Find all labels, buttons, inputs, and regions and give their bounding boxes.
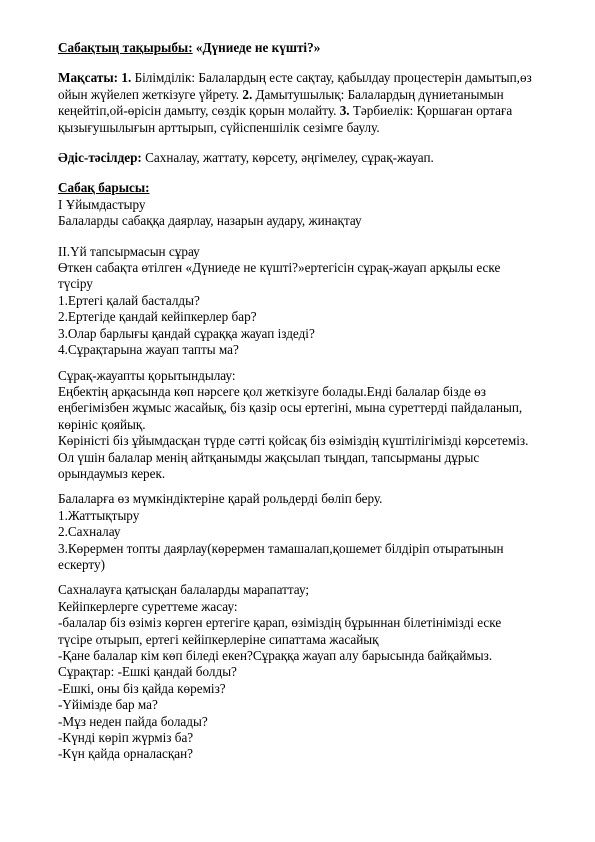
goal-number-2: 2. bbox=[242, 86, 253, 102]
summary-title: Сұрақ-жауапты қорытындылау: bbox=[58, 367, 236, 383]
methods-value: Сахналау, жаттату, көрсету, әңгімелеу, сұрақ-жауап. bbox=[145, 150, 434, 166]
awards-line: -балалар біз өзіміз көрген ертегіге қарап, өзіміздің бұрыннан білетінімізді еске bbox=[58, 615, 502, 631]
awards-line: Сұрақтар: -Ешкі қандай болды? bbox=[58, 664, 237, 680]
section-2-intro-line-1: Өткен сабақта өтілген «Дүниеде не күшті?»ертегісін сұрақ-жауап арқылы еске bbox=[58, 260, 501, 276]
lesson-title bbox=[58, 40, 548, 56]
goal-number-1: 1. bbox=[121, 70, 132, 86]
awards-line: -Күнді көріп жүрміз ба? bbox=[58, 730, 194, 746]
awards-line: -Мұз неден пайда болады? bbox=[58, 713, 208, 729]
section-2-intro-line-2: түсіру bbox=[58, 276, 93, 292]
awards-title: Сахналауға қатысқан балаларды марапаттау; bbox=[58, 582, 310, 598]
summary-line: еңбегімізбен жұмыс жасайық, біз қазір осы ертегіні, мына суреттерді пайдаланып, bbox=[58, 400, 523, 416]
role-item: 1.Жаттықтыру bbox=[58, 507, 140, 523]
awards-line: -Күн қайда орналасқан? bbox=[58, 746, 193, 762]
awards-line: -Үйімізде бар ма? bbox=[58, 697, 158, 713]
course-heading: Сабақ барысы: bbox=[58, 180, 150, 196]
summary-line: Еңбектің арқасында көп нәрсеге қол жеткізуге болады.Енді балалар бізде өз bbox=[58, 383, 486, 399]
goal-paragraph bbox=[58, 70, 548, 136]
awards-line: -Ешкі, оны біз қайда көреміз? bbox=[58, 680, 226, 696]
role-item: 3.Көрермен топты даярлау(көрермен тамашалап,қошемет білдіріп отыратынын bbox=[58, 540, 504, 556]
goal-number-3: 3. bbox=[339, 103, 350, 119]
awards-line: түсіре отырып, ертегі кейіпкерлеріне сипаттама жасайық bbox=[58, 631, 379, 647]
awards-line: Кейіпкерлерге суреттеме жасау: bbox=[58, 598, 238, 614]
section-1-title: I Ұйымдастыру bbox=[58, 196, 146, 212]
summary-line: Көріністі біз ұйымдасқан түрде сәтті қойсақ біз өзіміздің күштілігімізді көрсетеміз. bbox=[58, 433, 529, 449]
lesson-title-label: Сабақтың тақырыбы: bbox=[58, 40, 193, 55]
role-item: 2.Сахналау bbox=[58, 524, 121, 540]
question-item: 3.Олар барлығы қандай сұраққа жауап іздеді? bbox=[58, 325, 315, 341]
roles-title: Балаларға өз мүмкіндіктеріне қарай рольдерді бөліп беру. bbox=[58, 491, 383, 507]
question-item: 2.Ертегіде қандай кейіпкерлер бар? bbox=[58, 309, 257, 325]
section-2-title: II.Үй тапсырмасын сұрау bbox=[58, 243, 200, 259]
summary-line: орындаумыз керек. bbox=[58, 465, 166, 481]
summary-line: Ол үшін балалар менің айтқанымды жақсылап тыңдап, тапсырманы дұрыс bbox=[58, 449, 480, 465]
question-item: 1.Ертегі қалай басталды? bbox=[58, 292, 200, 308]
lesson-title-value: «Дүниеде не күшті?» bbox=[195, 40, 321, 55]
goal-text-2: Дамытушылық: Балалардың дүниетанымын кеңейтіп,ой-өрісін дамыту, сөздік қорын молайту. bbox=[58, 86, 504, 119]
goal-label: Мақсаты: bbox=[58, 70, 119, 86]
goal-text-3: Тәрбиелік: Қоршаған ортаға қызығушылығын арттырып, сүйіспеншілік сезімге баулу. bbox=[58, 103, 513, 135]
section-1-text: Балаларды сабаққа даярлау, назарын аудару, жинақтау bbox=[58, 213, 362, 229]
document-page bbox=[58, 40, 548, 763]
question-item: 4.Сұрақтарына жауап тапты ма? bbox=[58, 342, 239, 358]
summary-line: көрініс қояйық. bbox=[58, 416, 146, 432]
methods-line bbox=[58, 150, 548, 166]
awards-line: -Қане балалар кім көп біледі екен?Сұраққа жауап алу барысында байқаймыз. bbox=[58, 648, 493, 663]
methods-label: Әдіс-тәсілдер: bbox=[58, 150, 142, 166]
role-item: ескерту) bbox=[58, 556, 105, 572]
goal-text-1: Білімділік: Балалардың есте сақтау, қабылдау процестерін дамытып,өз ойын жүйелеп жеткізуге үйрету. bbox=[58, 70, 532, 102]
